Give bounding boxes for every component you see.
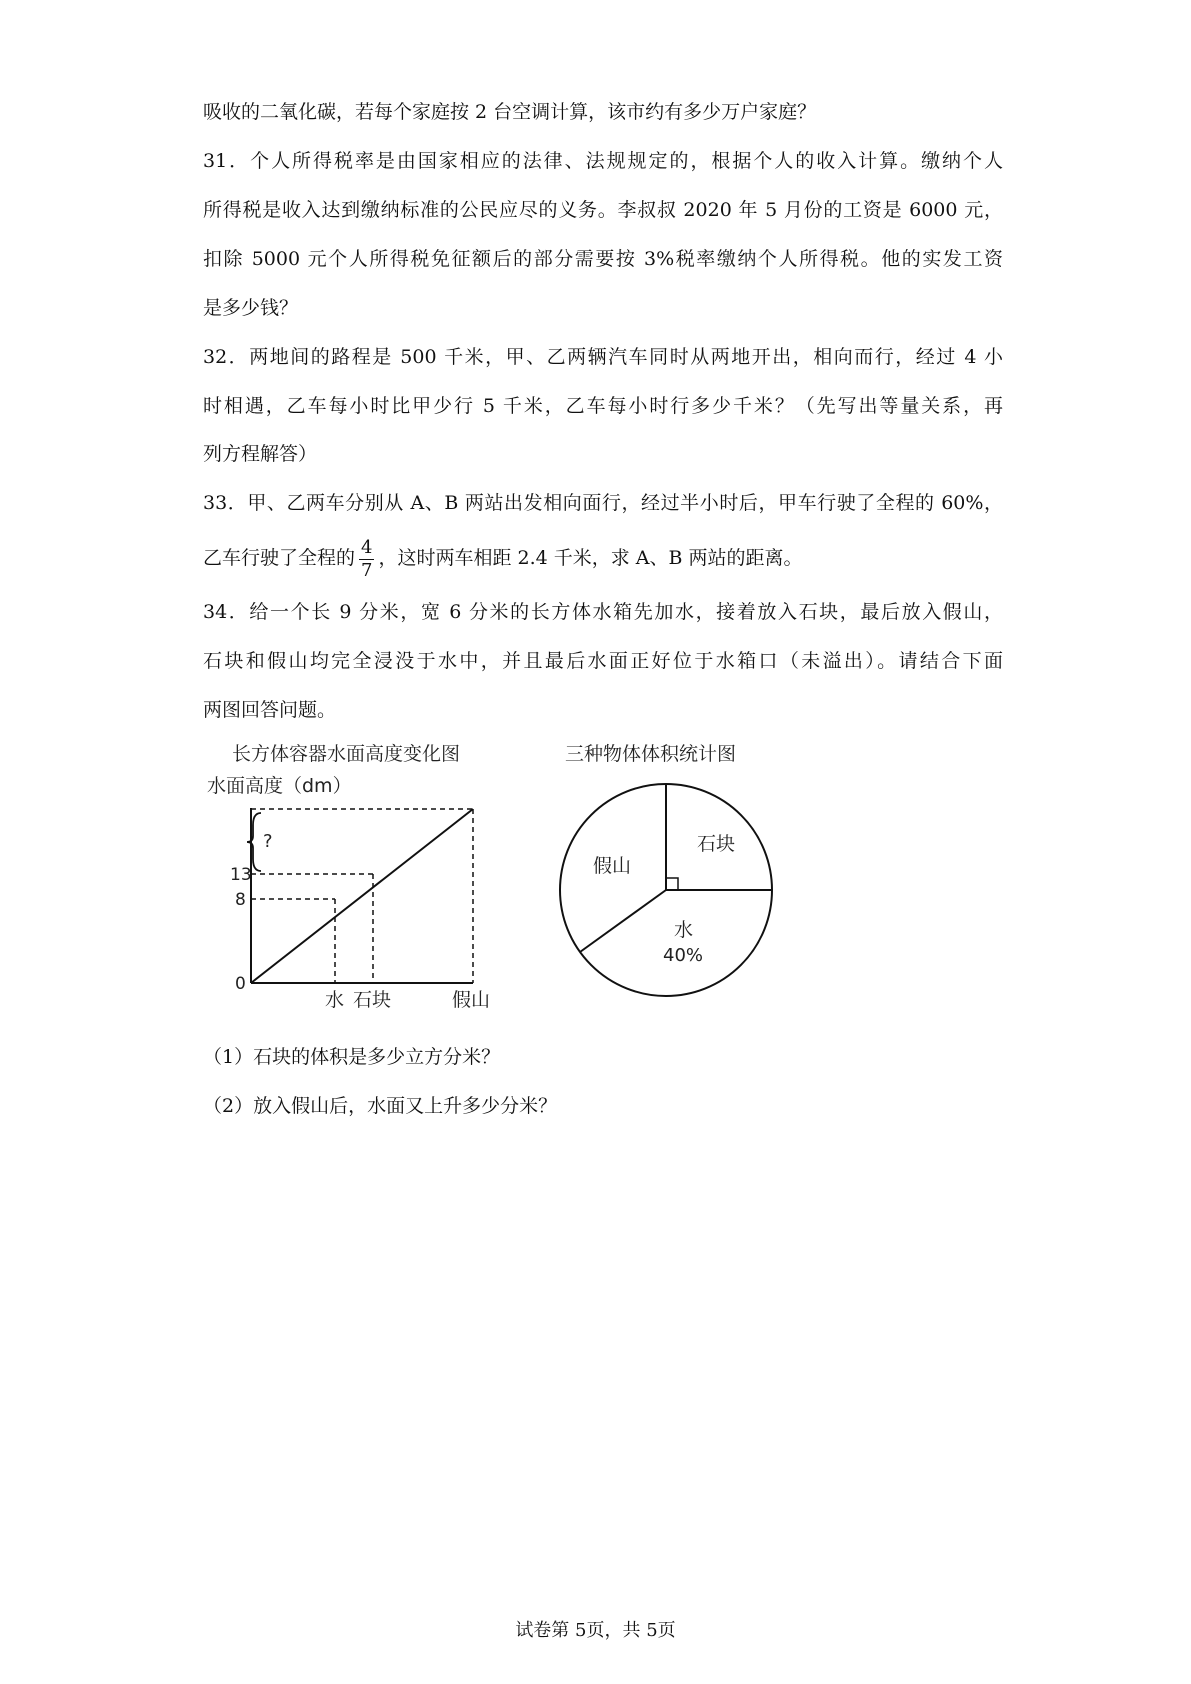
x-label-rockery: 假山 [452,989,491,1011]
q32-line: 时相遇，乙车每小时比甲少行 5 千米，乙车每小时行多少千米？（先写出等量关系，再 [203,395,1003,417]
y-tick-13: 13 [230,865,252,885]
q34-line: 石块和假山均完全浸没于水中，并且最后水面正好位于水箱口（未溢出）。请结合下面 [203,650,1003,672]
q31-line: 是多少钱？ [203,297,299,319]
y-tick-8: 8 [235,890,246,910]
pie-label-stone: 石块 [697,833,736,855]
q33-line-fraction [203,528,1003,588]
pie-title: 三种物体体积统计图 [565,743,737,765]
right-angle-marker [666,878,678,890]
figures [195,740,795,1020]
q31-line: 扣除 5000 元个人所得税免征额后的部分需要按 3%税率缴纳个人所得税。他的实发工资 [203,248,1003,270]
sub-question-1: （1）石块的体积是多少立方分米？ [203,1046,501,1068]
data-line [251,809,473,983]
q33-text-pre: 乙车行驶了全程的 [203,547,356,569]
sub-question-2: （2）放入假山后，水面又上升多少分米？ [203,1095,558,1117]
water-height-chart [207,743,490,1011]
q33-text-post: ，这时两车相距 2.4 千米，求 A、B 两站的距离。 [378,547,803,569]
q34-line: 34．给一个长 9 分米，宽 6 分米的长方体水箱先加水，接着放入石块，最后放入假山， [203,601,1003,623]
text-line: 吸收的二氧化碳，若每个家庭按 2 台空调计算，该市约有多少万户家庭？ [203,101,817,123]
fraction-denominator: 7 [361,559,373,581]
pie-label-water: 水 [674,919,694,941]
fraction [359,537,374,582]
y-tick-0: 0 [235,974,246,994]
volume-pie-chart [560,743,772,996]
page-footer: 试卷第 5页，共 5页 [515,1620,676,1641]
y-axis-label: 水面高度（dm） [207,775,352,797]
x-label-water: 水 [325,989,345,1011]
pie-label-rockery: 假山 [593,855,632,877]
q31-line: 31．个人所得税率是由国家相应的法律、法规规定的，根据个人的收入计算。缴纳个人 [203,150,1003,172]
brace-icon [247,813,261,871]
pie-divider [580,890,666,952]
fraction-numerator: 4 [361,536,373,558]
pie-percent-water: 40% [663,945,704,966]
x-label-stone: 石块 [353,989,392,1011]
q32-line: 32．两地间的路程是 500 千米，甲、乙两辆汽车同时从两地开出，相向而行，经过 4 小 [203,346,1003,368]
chart-title: 长方体容器水面高度变化图 [232,743,461,765]
brace-annotation: ? [263,831,273,852]
q32-line: 列方程解答） [203,443,318,465]
q33-line: 33．甲、乙两车分别从 A、B 两站出发相向面行，经过半小时后，甲车行驶了全程的 60%， [203,492,1003,514]
q34-line: 两图回答问题。 [203,699,337,721]
q31-line: 所得税是收入达到缴纳标准的公民应尽的义务。李叔叔 2020 年 5 月份的工资是 6000 元， [203,199,1003,221]
